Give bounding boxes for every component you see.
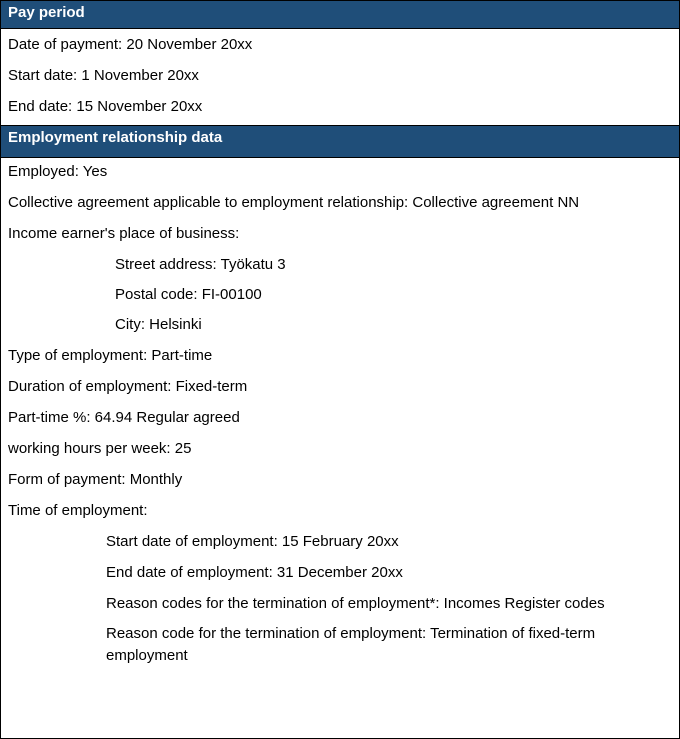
type-of-employment: Type of employment: Part-time [8,347,213,364]
employment-end-date: End date of employment: 31 December 20xx [106,564,403,581]
collective-agreement: Collective agreement applicable to employment relationship: Collective agreement NN [8,194,580,211]
section-header-pay-period: Pay period [1,1,679,29]
working-hours: working hours per week: 25 [8,440,192,457]
postal-code: Postal code: FI-00100 [115,286,262,303]
start-date: Start date: 1 November 20xx [8,67,199,84]
end-date: End date: 15 November 20xx [8,98,203,115]
duration-of-employment: Duration of employment: Fixed-term [8,378,248,395]
reason-code: Reason code for the termination of employment: Termination of fixed-term employment [106,625,596,664]
part-time-percent: Part-time %: 64.94 Regular agreed [8,409,240,426]
street-address: Street address: Työkatu 3 [115,256,286,273]
section-header-employment: Employment relationship data [1,125,679,158]
date-of-payment: Date of payment: 20 November 20xx [8,36,253,53]
employment-start-date: Start date of employment: 15 February 20xx [106,533,399,550]
reason-codes: Reason codes for the termination of employment*: Incomes Register codes [106,595,605,612]
employed: Employed: Yes [8,163,108,180]
form-of-payment: Form of payment: Monthly [8,471,183,488]
time-of-employment: Time of employment: [8,502,148,519]
city: City: Helsinki [115,316,202,333]
place-of-business: Income earner's place of business: [8,225,240,242]
